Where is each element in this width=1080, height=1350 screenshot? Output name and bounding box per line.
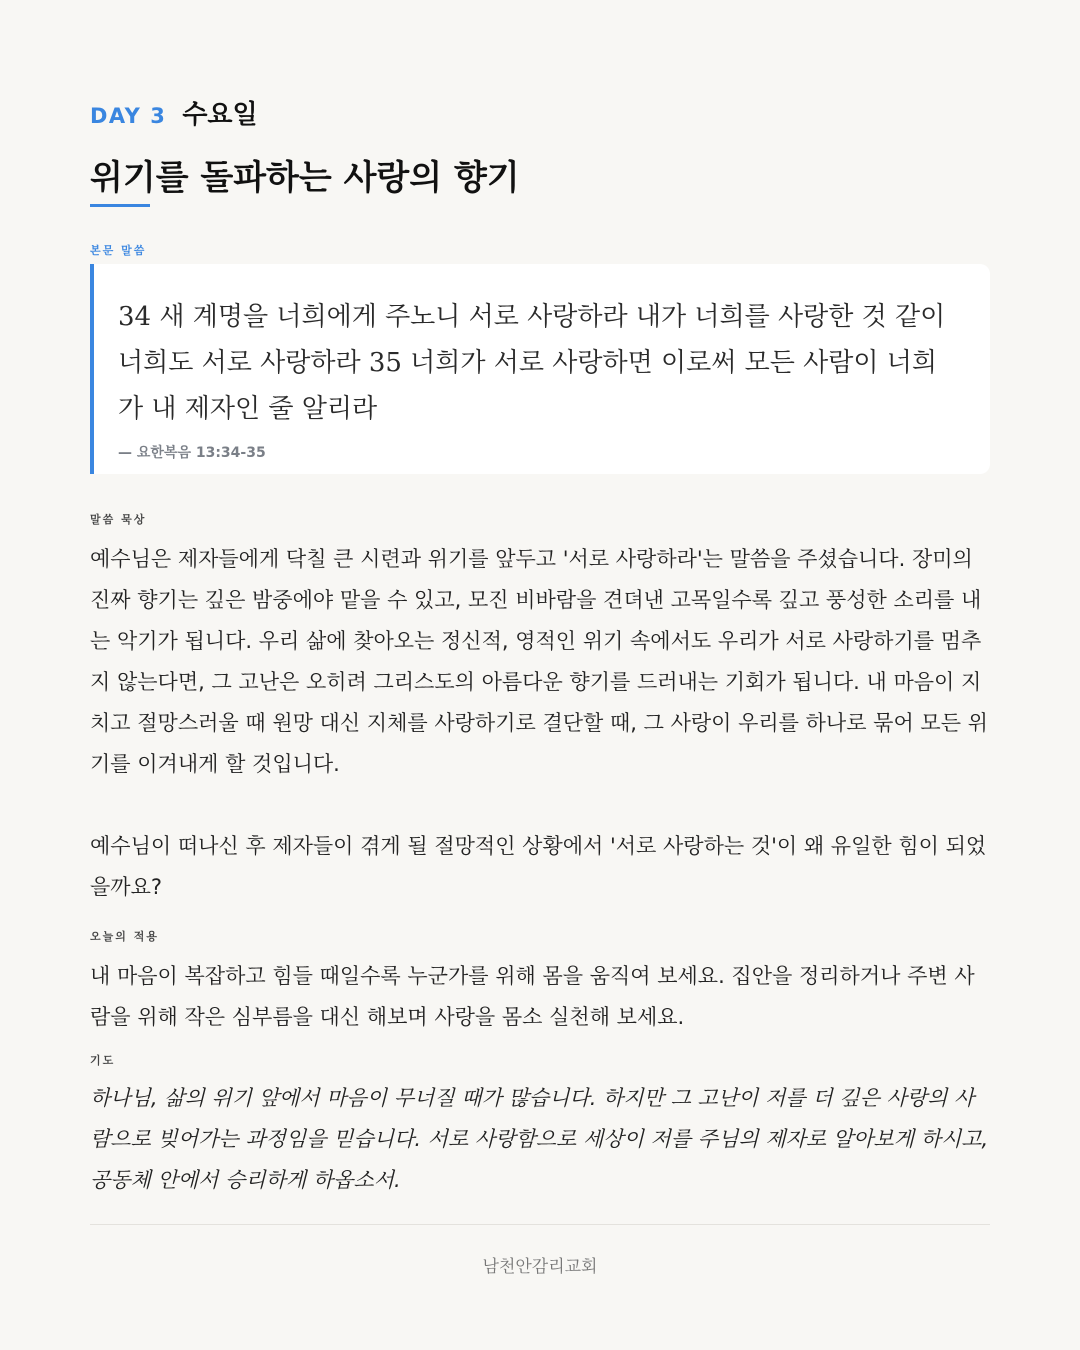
scripture-text: 34 새 계명을 너희에게 주노니 서로 사랑하라 내가 너희를 사랑한 것 같이 너희도 서로 사랑하라 35 너희가 서로 사랑하면 이로써 모든 사람이 너희가 내 제자인 줄 알리라	[118, 302, 946, 424]
footer-divider	[90, 1224, 990, 1225]
meditation-paragraph: 예수님은 제자들에게 닥칠 큰 시련과 위기를 앞두고 '서로 사랑하라'는 말씀을 주셨습니다. 장미의 진짜 향기는 깊은 밤중에야 맡을 수 있고, 모진 비바람을 견뎌낸 고목일수록 깊고 풍성한 소리를 내는 악기가 됩니다. 우리 삶에 찾아오는 정신적, 영적인 위기 속에서도 우리가 서로 사랑하기를 멈추지 않는다면, 그 고난은 오히려 그리스도의 아름다운 향기를 드러내는 기회가 됩니다. 내 마음이 지치고 절망스러울 때 원망 대신 지체를 사랑하기로 결단할 때, 그 사랑이 우리를 하나로 묶어 모든 위기를 이겨내게 할 것입니다.	[90, 547, 988, 776]
scripture-quote-box	[90, 264, 990, 474]
scripture-reference: — 요한복음 13:34-35	[118, 445, 266, 461]
church-name: 남천안감리교회	[482, 1257, 598, 1277]
day-header	[90, 94, 258, 131]
meditation-section-label: 말씀 묵상	[90, 513, 147, 526]
page-title: 위기를 돌파하는 사랑의 향기	[90, 158, 520, 198]
application-text: 내 마음이 복잡하고 힘들 때일수록 누군가를 위해 몸을 움직여 보세요. 집안을 정리하거나 주변 사람을 위해 작은 심부름을 대신 해보며 사랑을 몸소 실천해 보세요.	[90, 964, 975, 1029]
title-underline	[90, 204, 150, 207]
day-label: DAY 3	[90, 104, 167, 128]
prayer-section-label: 기도	[90, 1054, 116, 1067]
scripture-section-label: 본문 말씀	[90, 244, 147, 257]
meditation-question: 예수님이 떠나신 후 제자들이 겪게 될 절망적인 상황에서 '서로 사랑하는 것'이 왜 유일한 힘이 되었을까요?	[90, 834, 987, 899]
application-section-label: 오늘의 적용	[90, 930, 159, 943]
prayer-text: 하나님, 삶의 위기 앞에서 마음이 무너질 때가 많습니다. 하지만 그 고난이 저를 더 깊은 사랑의 사람으로 빚어가는 과정임을 믿습니다. 서로 사랑함으로 세상이 저를 주님의 제자로 알아보게 하시고, 공동체 안에서 승리하게 하옵소서.	[90, 1086, 989, 1192]
weekday: 수요일	[182, 100, 258, 130]
